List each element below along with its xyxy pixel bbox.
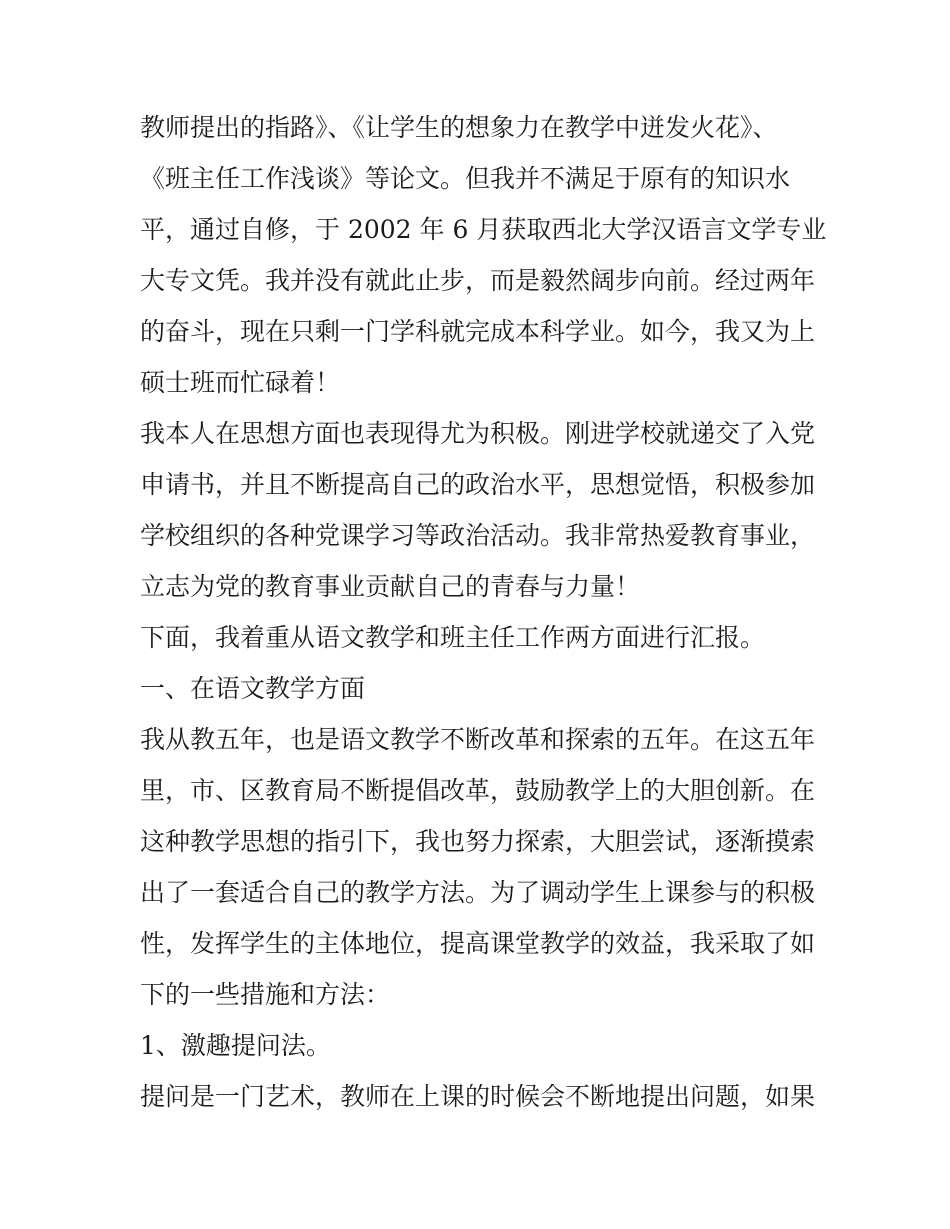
text-line: 立志为党的教育事业贡献自己的青春与力量！	[140, 572, 641, 601]
text-line: 大专文凭。我并没有就此止步，而是毅然阔步向前。经过两年	[140, 266, 816, 295]
text-line: 这种教学思想的指引下，我也努力探索，大胆尝试，逐渐摸索	[140, 827, 816, 856]
text-line: 平，通过自修，于 2002 年 6 月获取西北大学汉语言文学专业	[140, 215, 827, 244]
text-line: 硕士班而忙碌着！	[140, 368, 341, 397]
document-body	[140, 102, 830, 1122]
text-line: 申请书，并且不断提高自己的政治水平，思想觉悟，积极参加	[140, 470, 816, 499]
text-line: 下面，我着重从语文教学和班主任工作两方面进行汇报。	[140, 623, 766, 652]
subsection-heading: 1、激趣提问法。	[140, 1031, 331, 1060]
section-heading: 一、在语文教学方面	[140, 674, 366, 703]
text-line: 性，发挥学生的主体地位，提高课堂教学的效益，我采取了如	[140, 929, 816, 958]
text-line: 《班主任工作浅谈》等论文。但我并不满足于原有的知识水	[140, 164, 791, 193]
text-line: 里，市、区教育局不断提倡改革，鼓励教学上的大胆创新。在	[140, 776, 816, 805]
text-line: 出了一套适合自己的教学方法。为了调动学生上课参与的积极	[140, 878, 816, 907]
text-line: 下的一些措施和方法：	[140, 980, 391, 1009]
text-line: 的奋斗，现在只剩一门学科就完成本科学业。如今，我又为上	[140, 317, 816, 346]
text-line: 学校组织的各种党课学习等政治活动。我非常热爱教育事业，	[140, 521, 816, 550]
text-line: 教师提出的指路》、《让学生的想象力在教学中迸发火花》、	[140, 113, 778, 142]
text-line: 我本人在思想方面也表现得尤为积极。刚进学校就递交了入党	[140, 419, 816, 448]
text-line: 提问是一门艺术，教师在上课的时候会不断地提出问题，如果	[140, 1082, 816, 1111]
text-line: 我从教五年，也是语文教学不断改革和探索的五年。在这五年	[140, 725, 816, 754]
